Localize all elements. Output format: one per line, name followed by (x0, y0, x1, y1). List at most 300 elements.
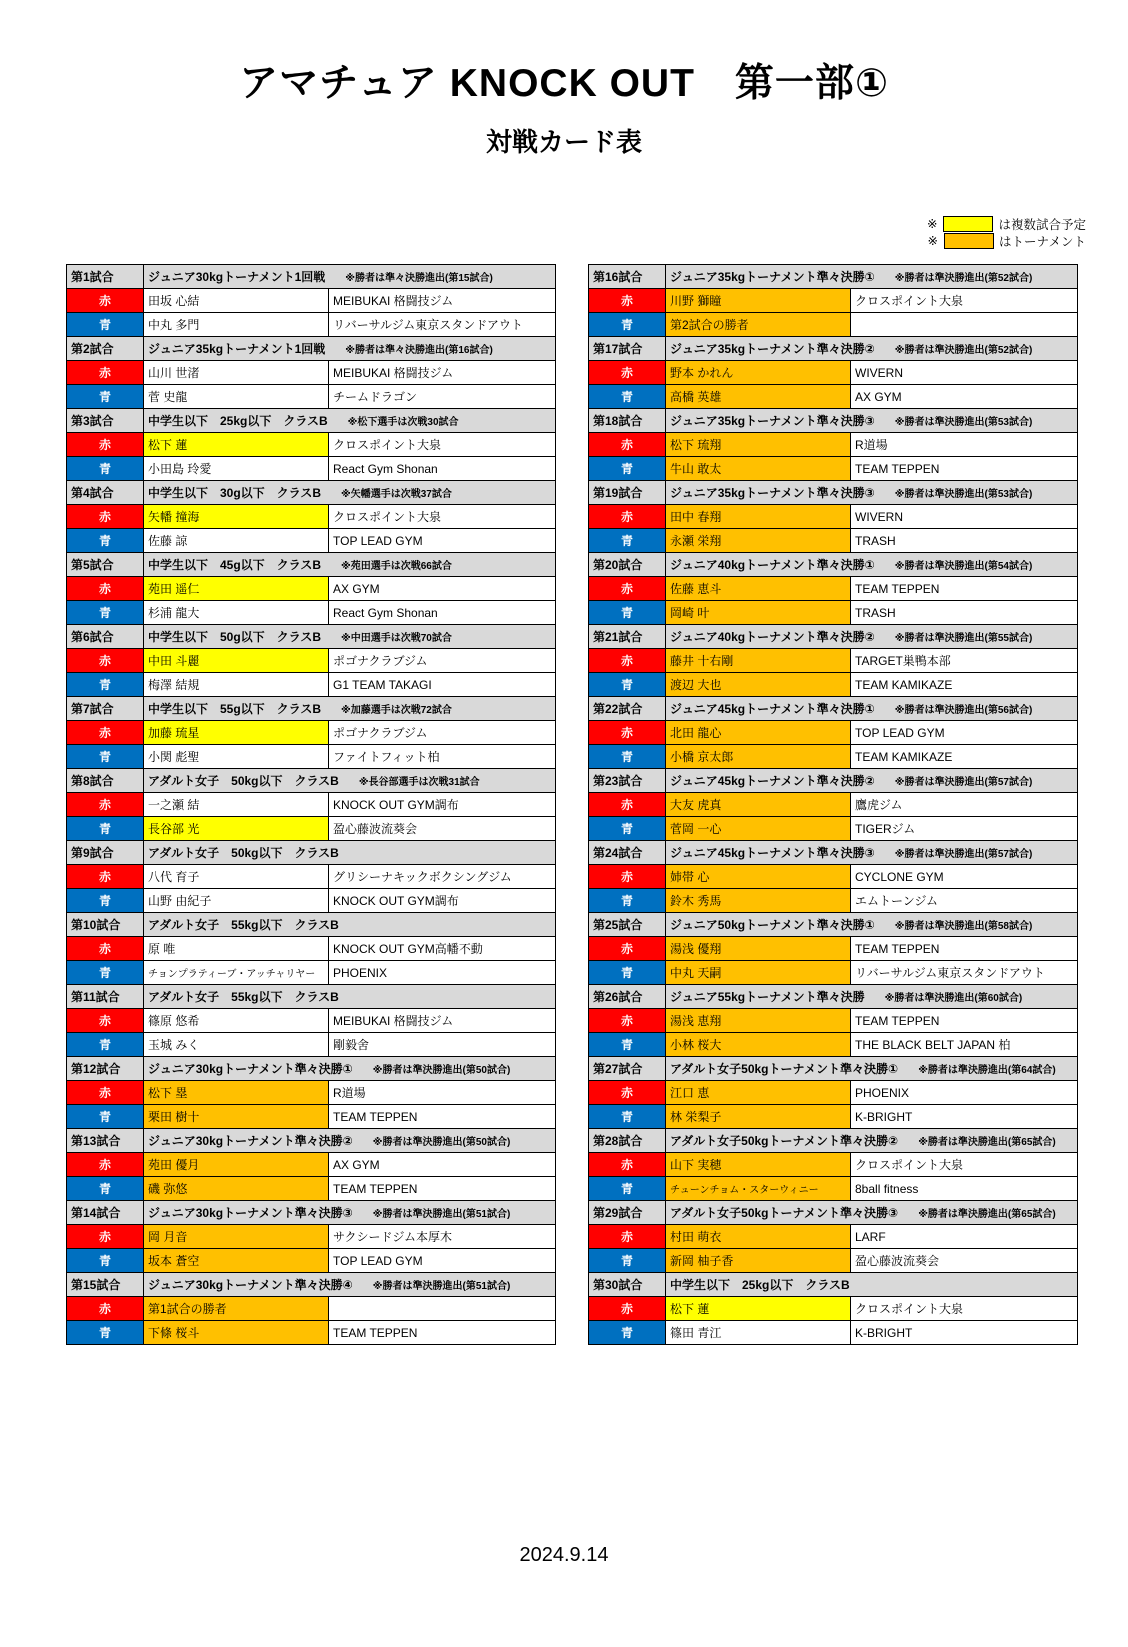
bout-note: ※中田選手は次戦70試合 (321, 633, 452, 644)
bout-number: 第21試合 (589, 625, 666, 649)
fighter-name: 佐藤 諒 (144, 529, 329, 553)
fighter-name: 岡 月音 (144, 1225, 329, 1249)
bout-class-info (144, 265, 556, 289)
corner-badge-red: 赤 (589, 1297, 666, 1321)
table-row (589, 1297, 1078, 1321)
bout-number: 第8試合 (67, 769, 144, 793)
fighter-name: 松下 蓮 (144, 433, 329, 457)
fighter-gym: PHOENIX (329, 961, 556, 985)
bout-header-row (67, 985, 556, 1009)
fighter-gym: TOP LEAD GYM (329, 1249, 556, 1273)
corner-badge-red: 赤 (67, 937, 144, 961)
bout-class-info (144, 625, 556, 649)
bout-header-row (67, 769, 556, 793)
fighter-gym: WIVERN (851, 505, 1078, 529)
fighter-name: 小橋 京太郎 (666, 745, 851, 769)
bout-class-info (666, 625, 1078, 649)
fighter-gym: TEAM TEPPEN (329, 1321, 556, 1345)
bout-note: ※勝者は準決勝進出(第52試合) (874, 345, 1033, 356)
table-row (589, 793, 1078, 817)
table-row (67, 937, 556, 961)
bout-class: アダルト女子50kgトーナメント準々決勝③ (670, 1206, 899, 1220)
corner-badge-blue: 青 (67, 457, 144, 481)
corner-badge-red: 赤 (67, 865, 144, 889)
corner-badge-red: 赤 (67, 1297, 144, 1321)
table-row (67, 1249, 556, 1273)
bout-class: 中学生以下 30g以下 クラスB (148, 486, 321, 500)
corner-badge-red: 赤 (589, 1009, 666, 1033)
table-row (67, 865, 556, 889)
corner-badge-red: 赤 (589, 1081, 666, 1105)
bout-class-info (666, 553, 1078, 577)
bout-number: 第13試合 (67, 1129, 144, 1153)
bout-note: ※長谷部選手は次戦31試合 (338, 777, 480, 788)
fighter-name: 藤井 十右剛 (666, 649, 851, 673)
table-row (67, 577, 556, 601)
fighter-gym: TEAM TEPPEN (851, 1009, 1078, 1033)
fighter-gym: K-BRIGHT (851, 1105, 1078, 1129)
legend-item-multi (927, 215, 1086, 232)
bout-class-info (666, 769, 1078, 793)
corner-badge-red: 赤 (67, 1009, 144, 1033)
table-row (67, 313, 556, 337)
bout-class: ジュニア30kgトーナメント準々決勝③ (148, 1206, 353, 1220)
bout-note: ※勝者は準決勝進出(第60試合) (864, 993, 1023, 1004)
fighter-gym: TRASH (851, 529, 1078, 553)
table-row (589, 817, 1078, 841)
corner-badge-red: 赤 (589, 433, 666, 457)
fighter-gym: TARGET巣鴨本部 (851, 649, 1078, 673)
fighter-gym: 盈心藤波流葵会 (329, 817, 556, 841)
corner-badge-red: 赤 (67, 577, 144, 601)
bout-header-row (67, 1201, 556, 1225)
bout-note: ※勝者は準決勝進出(第52試合) (874, 273, 1033, 284)
fighter-name: 磯 弥悠 (144, 1177, 329, 1201)
bout-note: ※勝者は準決勝進出(第51試合) (352, 1281, 511, 1292)
fighter-name: 林 栄梨子 (666, 1105, 851, 1129)
corner-badge-blue: 青 (67, 601, 144, 625)
bout-class-info (144, 985, 556, 1009)
fighter-gym: TEAM TEPPEN (851, 457, 1078, 481)
fighter-name: 梅澤 結規 (144, 673, 329, 697)
fighter-name: 松下 蓮 (666, 1297, 851, 1321)
fighter-gym: React Gym Shonan (329, 457, 556, 481)
table-row (589, 601, 1078, 625)
fighter-name: 栗田 樹十 (144, 1105, 329, 1129)
corner-badge-blue: 青 (589, 961, 666, 985)
fighter-gym: リバーサルジム東京スタンドアウト (329, 313, 556, 337)
bout-header-row (589, 1129, 1078, 1153)
fighter-name: 山川 世渚 (144, 361, 329, 385)
bout-class-info (666, 337, 1078, 361)
bout-number: 第24試合 (589, 841, 666, 865)
bout-class: アダルト女子50kgトーナメント準々決勝① (670, 1062, 899, 1076)
bout-header-row (589, 769, 1078, 793)
fighter-gym: 鷹虎ジム (851, 793, 1078, 817)
fighter-gym: TEAM KAMIKAZE (851, 745, 1078, 769)
fighter-name: 中丸 天嗣 (666, 961, 851, 985)
bout-note: ※勝者は準決勝進出(第53試合) (874, 417, 1033, 428)
bout-class-info (666, 697, 1078, 721)
corner-badge-blue: 青 (589, 601, 666, 625)
fighter-name: 姉帯 心 (666, 865, 851, 889)
bout-note: ※勝者は準決勝進出(第53試合) (874, 489, 1033, 500)
bout-class: ジュニア30kgトーナメント準々決勝④ (148, 1278, 353, 1292)
bout-class: ジュニア55kgトーナメント準々決勝 (670, 990, 865, 1004)
fighter-name: 山野 由紀子 (144, 889, 329, 913)
bout-class-info (144, 409, 556, 433)
table-row (67, 529, 556, 553)
bout-header-row (589, 1057, 1078, 1081)
bout-note: ※勝者は準決勝進出(第55試合) (874, 633, 1033, 644)
corner-badge-blue: 青 (67, 889, 144, 913)
fighter-gym: ポゴナクラブジム (329, 721, 556, 745)
corner-badge-blue: 青 (589, 385, 666, 409)
table-row (67, 1225, 556, 1249)
corner-badge-blue: 青 (67, 1177, 144, 1201)
corner-badge-red: 赤 (589, 649, 666, 673)
legend-mark: ※ (927, 217, 938, 231)
corner-badge-blue: 青 (589, 1321, 666, 1345)
corner-badge-red: 赤 (589, 577, 666, 601)
fighter-gym: LARF (851, 1225, 1078, 1249)
bout-class: アダルト女子50kgトーナメント準々決勝② (670, 1134, 899, 1148)
corner-badge-blue: 青 (589, 1105, 666, 1129)
bout-number: 第5試合 (67, 553, 144, 577)
bout-number: 第29試合 (589, 1201, 666, 1225)
legend-item-tournament (927, 232, 1086, 249)
corner-badge-red: 赤 (67, 721, 144, 745)
bout-header-row (589, 409, 1078, 433)
corner-badge-red: 赤 (67, 1081, 144, 1105)
fighter-name: 第1試合の勝者 (144, 1297, 329, 1321)
bout-class-info (144, 769, 556, 793)
fighter-name: 加藤 琉星 (144, 721, 329, 745)
bout-class: ジュニア30kgトーナメント準々決勝① (148, 1062, 353, 1076)
fighter-gym: TEAM KAMIKAZE (851, 673, 1078, 697)
bout-class: ジュニア35kgトーナメント準々決勝③ (670, 486, 875, 500)
bout-header-row (67, 409, 556, 433)
table-row (67, 673, 556, 697)
fighter-gym: クロスポイント大泉 (851, 1153, 1078, 1177)
bout-number: 第27試合 (589, 1057, 666, 1081)
bout-class-info (144, 481, 556, 505)
table-row (67, 601, 556, 625)
bout-class: 中学生以下 50g以下 クラスB (148, 630, 321, 644)
fighter-name: 大友 虎真 (666, 793, 851, 817)
fighter-name: 玉城 みく (144, 1033, 329, 1057)
corner-badge-red: 赤 (589, 1225, 666, 1249)
fighter-gym: KNOCK OUT GYM調布 (329, 889, 556, 913)
corner-badge-blue: 青 (67, 1321, 144, 1345)
corner-badge-blue: 青 (67, 1249, 144, 1273)
fighter-gym: リバーサルジム東京スタンドアウト (851, 961, 1078, 985)
table-row (67, 1081, 556, 1105)
table-row (67, 433, 556, 457)
bout-header-row (67, 625, 556, 649)
fighter-name: 一之瀬 結 (144, 793, 329, 817)
bout-class: ジュニア45kgトーナメント準々決勝③ (670, 846, 875, 860)
fighter-name: 岡崎 叶 (666, 601, 851, 625)
table-row (589, 721, 1078, 745)
corner-badge-blue: 青 (589, 745, 666, 769)
table-row (589, 1033, 1078, 1057)
bout-class-info (144, 913, 556, 937)
bout-number: 第23試合 (589, 769, 666, 793)
bout-number: 第2試合 (67, 337, 144, 361)
bout-number: 第25試合 (589, 913, 666, 937)
fighter-name: 小関 彪聖 (144, 745, 329, 769)
corner-badge-red: 赤 (67, 1225, 144, 1249)
bout-note: ※勝者は準々決勝進出(第16試合) (325, 345, 493, 356)
bout-number: 第10試合 (67, 913, 144, 937)
bout-number: 第16試合 (589, 265, 666, 289)
bout-note: ※加藤選手は次戦72試合 (321, 705, 452, 716)
bout-header-row (589, 481, 1078, 505)
bout-number: 第3試合 (67, 409, 144, 433)
bout-header-row (67, 481, 556, 505)
bout-table-right (588, 264, 1078, 1345)
event-date: 2024.9.14 (519, 1544, 609, 1566)
fighter-gym: KNOCK OUT GYM調布 (329, 793, 556, 817)
bout-class-info (144, 1057, 556, 1081)
legend-swatch-orange (944, 233, 994, 249)
fighter-gym: エムトーンジム (851, 889, 1078, 913)
bout-class: アダルト女子 50kg以下 クラスB (148, 846, 339, 860)
fighter-gym: チームドラゴン (329, 385, 556, 409)
bout-header-row (589, 841, 1078, 865)
fighter-name: 野本 かれん (666, 361, 851, 385)
table-row (589, 1177, 1078, 1201)
fighter-name: 村田 萌衣 (666, 1225, 851, 1249)
bout-header-row (589, 1201, 1078, 1225)
table-row (589, 937, 1078, 961)
bout-header-row (67, 265, 556, 289)
bout-header-row (67, 337, 556, 361)
fighter-gym: R道場 (329, 1081, 556, 1105)
bout-header-row (589, 625, 1078, 649)
corner-badge-red: 赤 (589, 505, 666, 529)
page-subtitle: 対戦カード表 (485, 127, 642, 157)
table-row (67, 385, 556, 409)
fighter-name: チョンプラティーブ・アッチャリヤー (144, 961, 329, 985)
bout-number: 第6試合 (67, 625, 144, 649)
table-row (67, 793, 556, 817)
corner-badge-red: 赤 (67, 361, 144, 385)
fighter-gym (851, 313, 1078, 337)
fighter-name: 湯浅 恵翔 (666, 1009, 851, 1033)
fighter-name: 杉浦 龍大 (144, 601, 329, 625)
fighter-name: 坂本 蒼空 (144, 1249, 329, 1273)
corner-badge-red: 赤 (589, 865, 666, 889)
bout-class: ジュニア40kgトーナメント準々決勝① (670, 558, 875, 572)
table-row (67, 1153, 556, 1177)
fighter-name: 江口 恵 (666, 1081, 851, 1105)
bout-number: 第20試合 (589, 553, 666, 577)
fighter-name: 鈴木 秀馬 (666, 889, 851, 913)
bout-class-info (144, 337, 556, 361)
fighter-gym: TEAM TEPPEN (329, 1177, 556, 1201)
bout-class: アダルト女子 55kg以下 クラスB (148, 990, 339, 1004)
bout-header-row (67, 697, 556, 721)
bout-header-row (67, 553, 556, 577)
fighter-name: 高橋 英雄 (666, 385, 851, 409)
bout-note: ※勝者は準決勝進出(第65試合) (898, 1209, 1056, 1220)
bout-number: 第22試合 (589, 697, 666, 721)
table-row (589, 1081, 1078, 1105)
bout-header-row (67, 1057, 556, 1081)
fighter-gym: クロスポイント大泉 (851, 289, 1078, 313)
fighter-gym: AX GYM (329, 577, 556, 601)
bout-number: 第1試合 (67, 265, 144, 289)
table-row (589, 1009, 1078, 1033)
corner-badge-blue: 青 (67, 745, 144, 769)
fighter-name: 第2試合の勝者 (666, 313, 851, 337)
bout-class-info (144, 1129, 556, 1153)
fighter-gym: TRASH (851, 601, 1078, 625)
bout-number: 第9試合 (67, 841, 144, 865)
bout-class-info (666, 1273, 1078, 1297)
table-row (67, 817, 556, 841)
fighter-gym: MEIBUKAI 格闘技ジム (329, 1009, 556, 1033)
bout-table-left (66, 264, 556, 1345)
bout-number: 第18試合 (589, 409, 666, 433)
corner-badge-red: 赤 (589, 721, 666, 745)
fighter-name: 篠田 青江 (666, 1321, 851, 1345)
fighter-name: 渡辺 大也 (666, 673, 851, 697)
bout-note: ※勝者は準決勝進出(第50試合) (352, 1137, 511, 1148)
bout-class-info (144, 1201, 556, 1225)
corner-badge-red: 赤 (589, 1153, 666, 1177)
table-row (589, 313, 1078, 337)
bout-note: ※勝者は準決勝進出(第50試合) (352, 1065, 511, 1076)
corner-badge-blue: 青 (589, 529, 666, 553)
fighter-gym: 盈心藤波流葵会 (851, 1249, 1078, 1273)
fighter-name: 苑田 優月 (144, 1153, 329, 1177)
bout-class: ジュニア35kgトーナメント準々決勝③ (670, 414, 875, 428)
corner-badge-red: 赤 (67, 289, 144, 313)
table-row (67, 505, 556, 529)
corner-badge-red: 赤 (67, 793, 144, 817)
table-row (67, 1105, 556, 1129)
fighter-name: 新岡 柚子香 (666, 1249, 851, 1273)
fighter-name: 永瀬 栄翔 (666, 529, 851, 553)
bout-class: 中学生以下 25kg以下 クラスB (670, 1278, 850, 1292)
table-row (589, 385, 1078, 409)
bout-number: 第7試合 (67, 697, 144, 721)
corner-badge-blue: 青 (589, 889, 666, 913)
right-column (588, 264, 1078, 1345)
bout-note: ※勝者は準々決勝進出(第15試合) (325, 273, 493, 284)
corner-badge-blue: 青 (589, 457, 666, 481)
bout-class-info (144, 841, 556, 865)
bout-header-row (589, 553, 1078, 577)
fighter-name: 菅 史龍 (144, 385, 329, 409)
bout-note: ※勝者は準決勝進出(第51試合) (352, 1209, 511, 1220)
bout-class: ジュニア35kgトーナメント準々決勝① (670, 270, 875, 284)
fighter-gym: WIVERN (851, 361, 1078, 385)
fighter-name: 佐藤 恵斗 (666, 577, 851, 601)
bout-class-info (144, 1273, 556, 1297)
fighter-gym: AX GYM (329, 1153, 556, 1177)
table-row (589, 1225, 1078, 1249)
legend-label-multi: は複数試合予定 (998, 217, 1086, 232)
fighter-gym: TOP LEAD GYM (851, 721, 1078, 745)
bout-class: ジュニア45kgトーナメント準々決勝① (670, 702, 875, 716)
fighter-gym: React Gym Shonan (329, 601, 556, 625)
fighter-name: 矢幡 撞海 (144, 505, 329, 529)
table-row (67, 361, 556, 385)
table-row (67, 649, 556, 673)
fighter-gym: グリシーナキックボクシングジム (329, 865, 556, 889)
corner-badge-blue: 青 (67, 961, 144, 985)
table-row (589, 505, 1078, 529)
fighter-gym: K-BRIGHT (851, 1321, 1078, 1345)
bout-class-info (666, 985, 1078, 1009)
bout-note: ※苑田選手は次戦66試合 (321, 561, 452, 572)
fighter-gym: TEAM TEPPEN (329, 1105, 556, 1129)
bout-note: ※勝者は準決勝進出(第57試合) (874, 777, 1033, 788)
bout-class: アダルト女子 55kg以下 クラスB (148, 918, 339, 932)
bout-number: 第28試合 (589, 1129, 666, 1153)
fighter-gym: MEIBUKAI 格闘技ジム (329, 289, 556, 313)
left-column (66, 264, 556, 1345)
legend-swatch-yellow (943, 216, 993, 232)
table-row (589, 745, 1078, 769)
fighter-name: 牛山 敢太 (666, 457, 851, 481)
fighter-name: 川野 獅瞳 (666, 289, 851, 313)
bout-note: ※勝者は準決勝進出(第57試合) (874, 849, 1033, 860)
bout-note: ※勝者は準決勝進出(第56試合) (874, 705, 1033, 716)
bout-class-info (666, 409, 1078, 433)
fighter-gym: PHOENIX (851, 1081, 1078, 1105)
bout-note: ※勝者は準決勝進出(第54試合) (874, 561, 1033, 572)
corner-badge-blue: 青 (67, 529, 144, 553)
corner-badge-red: 赤 (589, 289, 666, 313)
fighter-name: 山下 実穂 (666, 1153, 851, 1177)
fighter-gym: KNOCK OUT GYM高幡不動 (329, 937, 556, 961)
fighter-name: チューンチョム・スターウィニー (666, 1177, 851, 1201)
table-row (67, 1297, 556, 1321)
bout-class-info (666, 841, 1078, 865)
fighter-name: 八代 育子 (144, 865, 329, 889)
table-row (67, 961, 556, 985)
fighter-gym: THE BLACK BELT JAPAN 柏 (851, 1033, 1078, 1057)
table-row (589, 457, 1078, 481)
fighter-name: 松下 琉翔 (666, 433, 851, 457)
bout-class: アダルト女子 50kg以下 クラスB (148, 774, 339, 788)
bout-class: 中学生以下 45g以下 クラスB (148, 558, 321, 572)
corner-badge-blue: 青 (589, 673, 666, 697)
bout-note: ※矢幡選手は次戦37試合 (321, 489, 452, 500)
bout-class: 中学生以下 25kg以下 クラスB (148, 414, 328, 428)
corner-badge-blue: 青 (589, 1033, 666, 1057)
bout-number: 第17試合 (589, 337, 666, 361)
corner-badge-red: 赤 (67, 505, 144, 529)
fighter-name: 小林 桜大 (666, 1033, 851, 1057)
fighter-gym: クロスポイント大泉 (329, 505, 556, 529)
table-row (67, 889, 556, 913)
bout-class: ジュニア35kgトーナメント準々決勝② (670, 342, 875, 356)
bout-header-row (589, 265, 1078, 289)
table-row (589, 433, 1078, 457)
table-row (67, 1009, 556, 1033)
bout-note: ※勝者は準決勝進出(第65試合) (898, 1137, 1056, 1148)
table-row (589, 1321, 1078, 1345)
corner-badge-blue: 青 (67, 385, 144, 409)
fighter-name: 田中 春翔 (666, 505, 851, 529)
corner-badge-red: 赤 (67, 649, 144, 673)
